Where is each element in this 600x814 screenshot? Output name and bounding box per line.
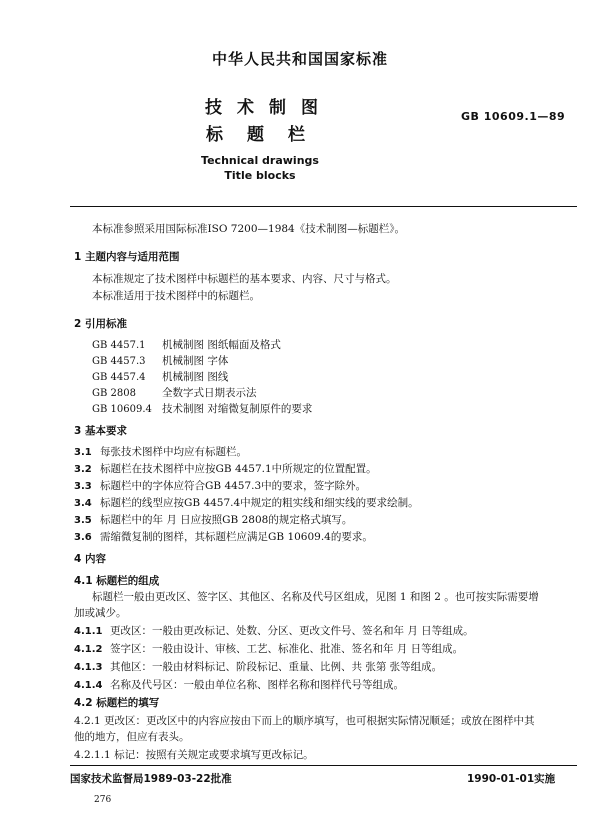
- standard-code: GB 10609.1—89: [461, 110, 566, 123]
- section-4-1-para-line-1: 标题栏一般由更改区、签字区、其他区、名称及代号区组成，见图 1 和图 2 。也可按实际需要增: [92, 591, 539, 603]
- english-title-1: Technical drawings: [201, 154, 319, 167]
- requirement-item: 3.6 需缩微复制的图样，其标题栏应满足GB 10609.4的要求。: [74, 531, 373, 543]
- title-line-1: 技术制图: [205, 98, 333, 118]
- content-item: 4.1.3 其他区：一般由材料标记、阶段标记、重量、比例、共 张第 张等组成。: [74, 661, 443, 673]
- intro-text: 本标准参照采用国际标准ISO 7200—1984《技术制图—标题栏》。: [92, 223, 405, 235]
- top-rule: [70, 206, 577, 207]
- standard-org-header: 中华人民共和国国家标准: [211, 50, 388, 68]
- section-1-para-1: 本标准规定了技术图样中标题栏的基本要求、内容、尺寸与格式。: [92, 273, 397, 285]
- requirement-item: 3.2 标题栏在技术图样中应按GB 4457.1中所规定的位置配置。: [74, 463, 377, 475]
- effective-date: 1990-01-01实施: [467, 773, 556, 785]
- approval-note: 国家技术监督局1989-03-22批准: [70, 773, 232, 785]
- section-4-2-heading: 4.2 标题栏的填写: [74, 697, 160, 709]
- section-4-1-para-line-2: 加或减少。: [74, 607, 127, 619]
- requirement-item: 3.4 标题栏的线型应按GB 4457.4中规定的粗实线和细实线的要求绘制。: [74, 497, 419, 509]
- requirement-item: 3.3 标题栏中的字体应符合GB 4457.3中的要求，签字除外。: [74, 480, 367, 492]
- bottom-rule: [70, 765, 577, 766]
- section-4-1-heading: 4.1 标题栏的组成: [74, 575, 160, 587]
- section-3-heading: 3 基本要求: [74, 425, 127, 437]
- section-4-heading: 4 内容: [74, 553, 106, 565]
- section-4-2-1-line-2: 他的地方，但应有表头。: [74, 731, 190, 743]
- section-2-heading: 2 引用标准: [74, 318, 127, 330]
- reference-item: GB 10609.4 技术制图 对缩微复制原件的要求: [92, 403, 313, 415]
- content-item: 4.1.1 更改区：一般由更改标记、处数、分区、更改文件号、签名和年 月 日等组成。: [74, 625, 474, 637]
- content-item: 4.1.4 名称及代号区：一般由单位名称、图样名称和图样代号等组成。: [74, 679, 404, 691]
- requirement-item: 3.1 每张技术图样中均应有标题栏。: [74, 446, 247, 458]
- section-1-para-2: 本标准适用于技术图样中的标题栏。: [92, 290, 260, 302]
- page-number: 276: [94, 795, 112, 805]
- section-4-2-1-1-text: 4.2.1.1 标记：按照有关规定或要求填写更改标记。: [74, 749, 314, 761]
- section-1-heading: 1 主题内容与适用范围: [74, 251, 180, 263]
- content-item: 4.1.2 签字区：一般由设计、审核、工艺、标准化、批准、签名和年 月 日等组成。: [74, 643, 464, 655]
- section-4-2-1-line-1: 4.2.1 更改区：更改区中的内容应按由下而上的顺序填写，也可根据实际情况顺延；或放在图样中其: [74, 715, 535, 727]
- reference-item: GB 4457.3 机械制图 字体: [92, 355, 229, 367]
- reference-item: GB 4457.4 机械制图 图线: [92, 371, 229, 383]
- requirement-item: 3.5 标题栏中的年 月 日应按照GB 2808的规定格式填写。: [74, 514, 353, 526]
- title-line-2: 标题栏: [206, 125, 329, 145]
- reference-item: GB 2808 全数字式日期表示法: [92, 387, 257, 399]
- english-title-2: Title blocks: [224, 169, 296, 182]
- reference-item: GB 4457.1 机械制图 图纸幅面及格式: [92, 339, 281, 351]
